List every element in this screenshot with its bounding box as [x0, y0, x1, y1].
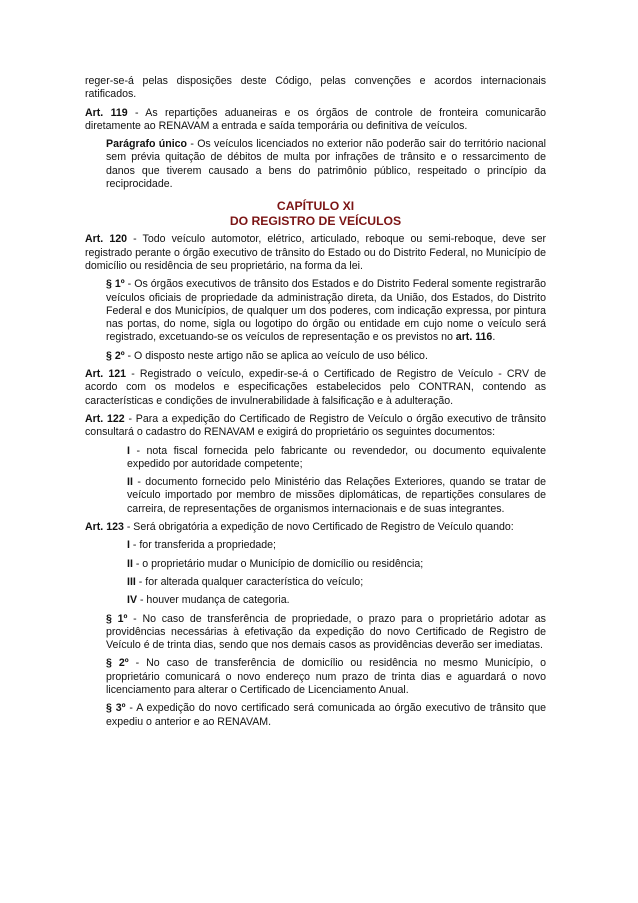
paragraph-text: - Os veículos licenciados no exterior não poderão sair do território nacional sem prévia quitação de débitos de multa por infrações de trânsito e o ressarcimento de danos que tiverem causado a bens do patrimônio público, respeitado o princípio da reciprocidade.	[106, 138, 546, 191]
article-120-paragraph-1	[106, 278, 546, 344]
paragraph-label: § 2º	[106, 657, 129, 670]
article-120	[85, 233, 546, 273]
article-text: - Registrado o veículo, expedir-se-á o Certificado de Registro de Veículo - CRV de acordo com os modelos e especificações estabelecidos pelo CONTRAN, contendo as características e condições de invulnerabilidade à falsificação e à adulteração.	[85, 368, 546, 407]
article-119-sole-paragraph	[106, 138, 546, 191]
article-122	[85, 413, 546, 440]
item-label: IV	[127, 594, 138, 607]
paragraph-text: - A expedição do novo certificado será comunicada ao órgão executivo de trânsito que expediu o anterior e ao RENAVAM.	[106, 702, 546, 728]
chapter-subtitle: DO REGISTRO DE VEÍCULOS	[229, 213, 402, 228]
paragraph-label: § 2º	[106, 349, 125, 362]
paragraph-tail: .	[492, 331, 496, 344]
item-text: - for transferida a propriedade;	[129, 539, 276, 552]
article-text: - Será obrigatória a expedição de novo Certificado de Registro de Veículo quando:	[123, 521, 514, 534]
article-label: Art. 120	[85, 233, 128, 246]
paragraph-text: - No caso de transferência de domicílio ou residência no mesmo Município, o proprietário comunicará o novo endereço num prazo de trinta dias e aguardará o novo licenciamento para alterar o Certificado de Licenciamento Anual.	[106, 657, 546, 696]
item-text: - documento fornecido pelo Ministério das Relações Exteriores, quando se tratar de veículo importado por membro de missões diplomáticas, de repartições consulares de carreira, de representações de organismos internacionais e de suas integrantes.	[127, 476, 546, 515]
article-122-item-1	[127, 445, 546, 472]
article-119	[85, 107, 546, 134]
item-label: III	[127, 575, 136, 588]
item-label: II	[127, 557, 133, 570]
item-text: - houver mudança de categoria.	[137, 594, 290, 607]
item-label: I	[127, 539, 130, 552]
article-label: Art. 122	[85, 412, 125, 425]
article-text: - As repartições aduaneiras e os órgãos de controle de fronteira comunicarão diretamente ao RENAVAM a entrada e saída temporária ou definitiva de veículos.	[85, 106, 546, 132]
article-120-paragraph-2	[106, 350, 546, 363]
paragraph-text: - O disposto neste artigo não se aplica ao veículo de uso bélico.	[124, 349, 428, 362]
item-label: I	[127, 444, 130, 457]
paragraph-text: - Os órgãos executivos de trânsito dos Estados e do Distrito Federal somente registrarão veículos oficiais de propriedade da administração direta, da União, dos Estados, do Distrito Federal e dos Municípios, de qualquer um dos poderes, com indicação expressa, por pintura nas portas, do nome, sigla ou logotipo do órgão ou entidade em cujo nome o veículo será registrado, excetuando-se os veículos de representação e os previstos no	[106, 278, 546, 344]
article-123	[85, 521, 546, 534]
item-text: - nota fiscal fornecida pelo fabricante ou revendedor, ou documento equivalente expedido por autoridade competente;	[127, 444, 546, 470]
article-text: - Todo veículo automotor, elétrico, articulado, reboque ou semi-reboque, deve ser registrado perante o órgão executivo de trânsito do Estado ou do Distrito Federal, no Município de domicílio ou residência de seu proprietário, na forma da lei.	[85, 233, 546, 272]
article-123-item-1	[127, 539, 546, 552]
article-123-paragraph-2	[106, 657, 546, 697]
document-page	[85, 75, 546, 734]
item-text: - for alterada qualquer característica do veículo;	[135, 575, 364, 588]
paragraph-label: § 1º	[106, 278, 125, 291]
chapter-title: CAPÍTULO XI	[276, 199, 355, 214]
paragraph-label: Parágrafo único	[106, 138, 188, 151]
article-123-item-2	[127, 558, 546, 571]
paragraph-label: § 3º	[106, 702, 126, 715]
article-123-item-4	[127, 594, 546, 607]
paragraph-continuation	[85, 75, 546, 102]
chapter-heading	[85, 199, 546, 228]
paragraph-label: § 1º	[106, 612, 128, 625]
article-123-paragraph-3	[106, 702, 546, 729]
article-text: - Para a expedição do Certificado de Registro de Veículo o órgão executivo de trânsito consultará o cadastro do RENAVAM e exigirá do proprietário os seguintes documentos:	[85, 412, 546, 439]
article-123-paragraph-1	[106, 613, 546, 653]
item-text: - o proprietário mudar o Município de domicílio ou residência;	[132, 557, 424, 570]
article-label: Art. 121	[85, 368, 127, 381]
paragraph-text: reger-se-á pelas disposições deste Código, pelas convenções e acordos internacionais ratificados.	[85, 75, 546, 101]
article-reference: art. 116	[455, 331, 493, 344]
article-122-item-2	[127, 476, 546, 516]
article-label: Art. 123	[85, 521, 124, 534]
item-label: II	[127, 476, 133, 489]
article-label: Art. 119	[85, 106, 128, 119]
paragraph-text: - No caso de transferência de propriedade, o prazo para o proprietário adotar as providências necessárias à efetivação da expedição do novo Certificado de Registro de Veículo é de trinta dias, sendo que nos demais casos as providências deverão ser imediatas.	[106, 612, 546, 652]
article-123-item-3	[127, 576, 546, 589]
article-121	[85, 368, 546, 408]
